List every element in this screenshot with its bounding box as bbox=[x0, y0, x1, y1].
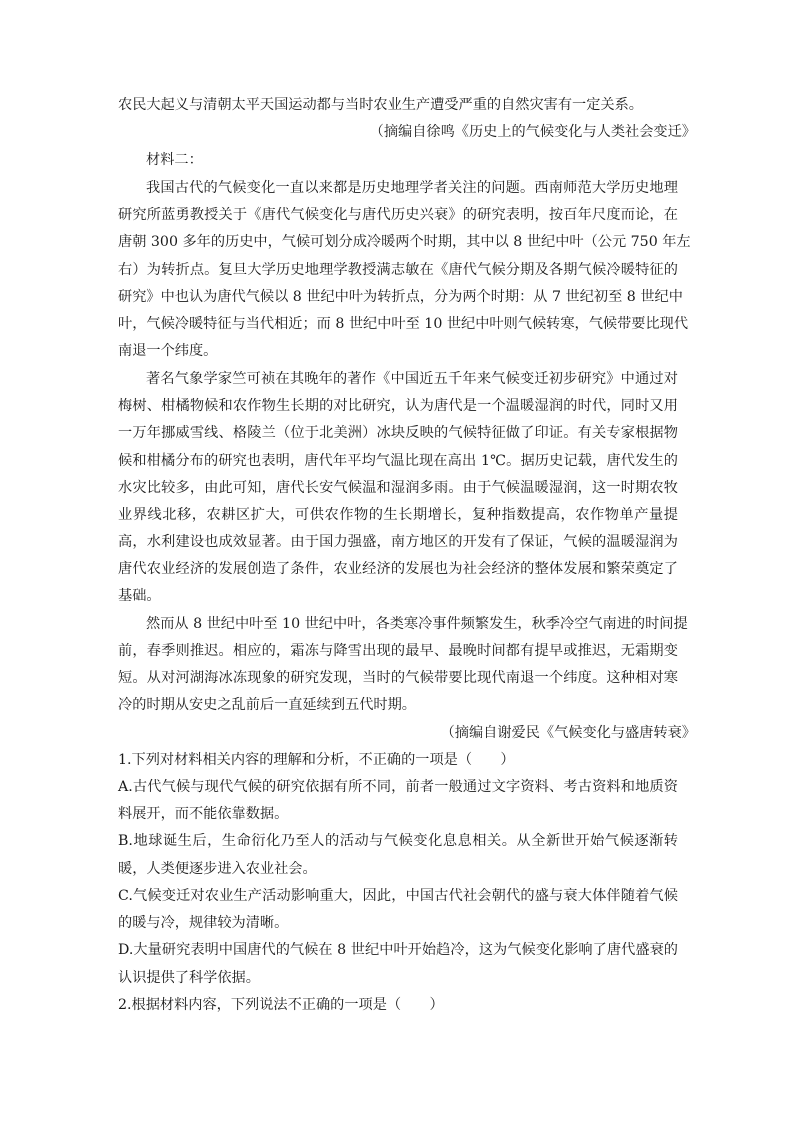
text-line: 水灾比较多，由此可知，唐代长安气候温和湿润多雨。由于气候温暖湿润，这一时期农牧 bbox=[118, 480, 678, 496]
section-heading: 材料二： bbox=[146, 152, 203, 168]
text-line: 一万年挪威雪线、格陵兰（位于北美洲）冰块反映的气候特征做了印证。有关专家根据物 bbox=[118, 425, 678, 441]
text-line: 唐代农业经济的发展创造了条件，农业经济的发展也为社会经济的整体发展和繁荣奠定了 bbox=[118, 561, 678, 577]
option-c: C.气候变迁对农业生产活动影响重大，因此，中国古代社会朝代的盛与衰大体伴随着气候 bbox=[118, 888, 678, 904]
text-line: 研究所蓝勇教授关于《唐代气候变化与唐代历史兴衰》的研究表明，按百年尺度而论，在 bbox=[118, 207, 678, 223]
option-d: D.大量研究表明中国唐代的气候在 8 世纪中叶开始趋冷，这为气候变化影响了唐代盛衰的 bbox=[118, 942, 678, 958]
text-line: 短。从对河湖海冰冻现象的研究发现，当时的气候带要比现代南退一个纬度。这种相对寒 bbox=[118, 670, 678, 686]
text-line: 南退一个纬度。 bbox=[118, 343, 218, 359]
text-line: 基础。 bbox=[118, 588, 161, 604]
option-b-cont: 暖，人类便逐步进入农业社会。 bbox=[118, 861, 317, 877]
option-c-cont: 的暖与冷，规律较为清晰。 bbox=[118, 915, 289, 931]
question-2: 2.根据材料内容，下列说法不正确的一项是（ ） bbox=[118, 997, 444, 1013]
option-b: B.地球诞生后，生命衍化乃至人的活动与气候变化息息相关。从全新世开始气候逐渐转 bbox=[118, 833, 678, 849]
text-line: 农民大起义与清朝太平天国运动都与当时农业生产遭受严重的自然灾害有一定关系。 bbox=[118, 97, 643, 113]
question-1: 1.下列对材料相关内容的理解和分析，不正确的一项是（ ） bbox=[118, 752, 515, 768]
text-line: 然而从 8 世纪中叶至 10 世纪中叶，各类寒冷事件频繁发生，秋季冷空气南进的时间提 bbox=[146, 616, 688, 632]
text-line: 右）为转折点。复旦大学历史地理学教授满志敏在《唐代气候分期及各期气候冷暖特征的 bbox=[118, 262, 678, 278]
option-a: A.古代气候与现代气候的研究依据有所不同，前者一般通过文字资料、考古资料和地质资 bbox=[118, 779, 678, 795]
text-line: 著名气象学家竺可祯在其晚年的著作《中国近五千年来气候变迁初步研究》中通过对 bbox=[146, 371, 678, 387]
option-a-cont: 料展开，而不能依靠数据。 bbox=[118, 806, 289, 822]
source-citation: （摘编自徐鸣《历史上的气候变化与人类社会变迁》 bbox=[369, 124, 696, 140]
text-line: 前，春季则推迟。相应的，霜冻与降雪出现的最早、最晚时间都有提早或推迟，无霜期变 bbox=[118, 643, 678, 659]
text-line: 梅树、柑橘物候和农作物生长期的对比研究，认为唐代是一个温暖湿润的时代，同时又用 bbox=[118, 398, 678, 414]
text-line: 研究》中也认为唐代气候以 8 世纪中叶为转折点，分为两个时期：从 7 世纪初至 8 世纪中 bbox=[118, 289, 683, 305]
text-line: 我国古代的气候变化一直以来都是历史地理学者关注的问题。西南师范大学历史地理 bbox=[146, 180, 678, 196]
text-line: 冷的时期从安史之乱前后一直延续到五代时期。 bbox=[118, 697, 416, 713]
text-line: 业界线北移，农耕区扩大，可供农作物的生长期增长，复种指数提高，农作物单产量提 bbox=[118, 507, 678, 523]
source-citation: （摘编自谢爱民《气候变化与盛唐转衰》 bbox=[440, 725, 696, 741]
text-line: 高，水利建设也成效显著。由于国力强盛，南方地区的开发有了保证，气候的温暖湿润为 bbox=[118, 534, 678, 550]
option-d-cont: 认识提供了科学依据。 bbox=[118, 970, 260, 986]
text-line: 唐朝 300 多年的历史中，气候可划分成冷暖两个时期，其中以 8 世纪中叶（公元 750 年左 bbox=[118, 234, 691, 250]
text-line: 候和柑橘分布的研究也表明，唐代年平均气温比现在高出 1℃。据历史记载，唐代发生的 bbox=[118, 453, 678, 469]
text-line: 叶，气候冷暖特征与当代相近；而 8 世纪中叶至 10 世纪中叶则气候转寒，气候带要比现代 bbox=[118, 316, 689, 332]
